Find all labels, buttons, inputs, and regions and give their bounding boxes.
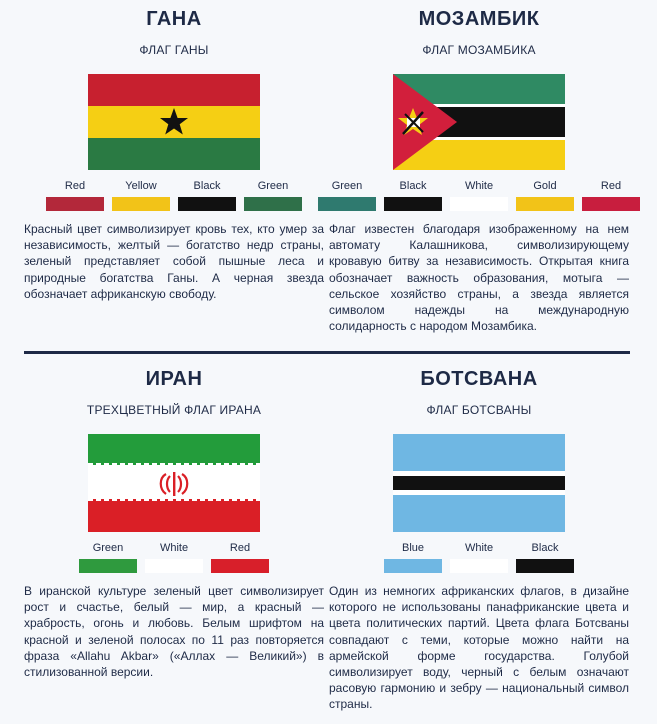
- swatch-color-bar: [211, 559, 269, 573]
- mozambique-flag: [393, 74, 565, 170]
- swatch-color-bar: [384, 197, 442, 211]
- botswana-swatch-white: [450, 542, 508, 573]
- swatch-label: White: [159, 542, 189, 554]
- swatch-label: Red: [64, 180, 86, 192]
- botswana-black-stripe: [393, 476, 565, 490]
- swatch-color-bar: [516, 197, 574, 211]
- botswana-flag: [393, 434, 565, 532]
- mozambique-description: Флаг известен благодаря изображенному на нем автомату Калашникова, символизирующему кровавую битву за независимость. Открытая книга обозначает важность образования, мотыга — сельское хозяйство страны, а звезда является символом надежды на международную солидарность с народом Мозамбика.: [329, 222, 629, 334]
- swatch-label: Red: [229, 542, 251, 554]
- botswana-panel: [329, 368, 629, 713]
- swatch-label: White: [464, 542, 494, 554]
- iran-flag: [88, 434, 260, 532]
- botswana-swatch-black: [516, 542, 574, 573]
- botswana-color-swatches: [329, 542, 629, 573]
- swatch-label: Blue: [401, 542, 425, 554]
- ghana-swatch-red: [46, 180, 104, 211]
- swatch-color-bar: [450, 559, 508, 573]
- mozambique-swatch-gold: [516, 180, 574, 211]
- iran-swatch-white: [145, 542, 203, 573]
- botswana-title: БОТСВАНА: [420, 368, 538, 390]
- swatch-color-bar: [582, 197, 640, 211]
- iran-title: ИРАН: [145, 368, 203, 390]
- swatch-label: Black: [193, 180, 221, 192]
- iran-swatch-green: [79, 542, 137, 573]
- ghana-swatch-yellow: [112, 180, 170, 211]
- ghana-title: ГАНА: [146, 8, 202, 30]
- mozambique-flag-graphic: [393, 74, 565, 170]
- swatch-color-bar: [145, 559, 203, 573]
- botswana-swatch-blue: [384, 542, 442, 573]
- ghana-flag: [88, 74, 260, 170]
- swatch-color-bar: [46, 197, 104, 211]
- mozambique-swatch-green: [318, 180, 376, 211]
- iran-panel: [24, 368, 324, 680]
- mozambique-title: МОЗАМБИК: [418, 8, 540, 30]
- mozambique-subtitle: ФЛАГ МОЗАМБИКА: [422, 43, 536, 57]
- swatch-color-bar: [178, 197, 236, 211]
- swatch-label: Green: [331, 180, 363, 192]
- ghana-swatch-green: [244, 180, 302, 211]
- swatch-color-bar: [516, 559, 574, 573]
- botswana-bottom-blue-stripe: [393, 495, 565, 532]
- swatch-color-bar: [384, 559, 442, 573]
- swatch-label: Green: [257, 180, 289, 192]
- ghana-star-icon: [88, 74, 260, 170]
- swatch-label: Red: [600, 180, 622, 192]
- swatch-label: Black: [531, 542, 559, 554]
- ghana-subtitle: ФЛАГ ГАНЫ: [139, 43, 209, 57]
- swatch-label: Black: [399, 180, 427, 192]
- swatch-color-bar: [450, 197, 508, 211]
- iran-description: В иранской культуре зеленый цвет символизирует рост и счастье, белый — мир, а красный — храбрость, огонь и любовь. Белым шрифтом на красной и зеленой полосах по 11 раз повторяется фраза «Allahu Akbar» («Аллах — Великий») в стилизованной версии.: [24, 584, 324, 680]
- iran-subtitle: ТРЕХЦВЕТНЫЙ ФЛАГ ИРАНА: [86, 403, 262, 417]
- mozambique-swatch-red: [582, 180, 640, 211]
- swatch-label: Yellow: [125, 180, 157, 192]
- swatch-label: Gold: [533, 180, 557, 192]
- mozambique-color-swatches: [329, 180, 629, 211]
- ghana-panel: [24, 8, 324, 302]
- swatch-label: Green: [92, 542, 124, 554]
- iran-emblem-icon: [88, 434, 260, 532]
- ghana-swatch-black: [178, 180, 236, 211]
- ghana-description: Красный цвет символизирует кровь тех, кто умер за независимость, желтый — богатство недр страны, зеленый представляет собой пышные леса и природные богатства Ганы. А черная звезда обозначает африканскую свободу.: [24, 222, 324, 301]
- ghana-color-swatches: [24, 180, 324, 211]
- swatch-color-bar: [244, 197, 302, 211]
- mozambique-panel: [329, 8, 629, 334]
- swatch-label: White: [464, 180, 494, 192]
- mozambique-swatch-black: [384, 180, 442, 211]
- botswana-subtitle: ФЛАГ БОТСВАНЫ: [426, 403, 532, 417]
- botswana-description: Один из немногих африканских флагов, в дизайне которого не использованы панафриканские цвета и цвета политических партий. Цвета флага Ботсваны совпадают с теми, которые можно найти на армейской форме государства. Голубой символизирует воду, черный с белым означают расовую гармонию и зебру — национальный символ страны.: [329, 584, 629, 712]
- mozambique-swatch-white: [450, 180, 508, 211]
- section-divider: [24, 351, 630, 354]
- swatch-color-bar: [79, 559, 137, 573]
- botswana-top-blue-stripe: [393, 434, 565, 471]
- swatch-color-bar: [112, 197, 170, 211]
- iran-color-swatches: [24, 542, 324, 573]
- swatch-color-bar: [318, 197, 376, 211]
- iran-swatch-red: [211, 542, 269, 573]
